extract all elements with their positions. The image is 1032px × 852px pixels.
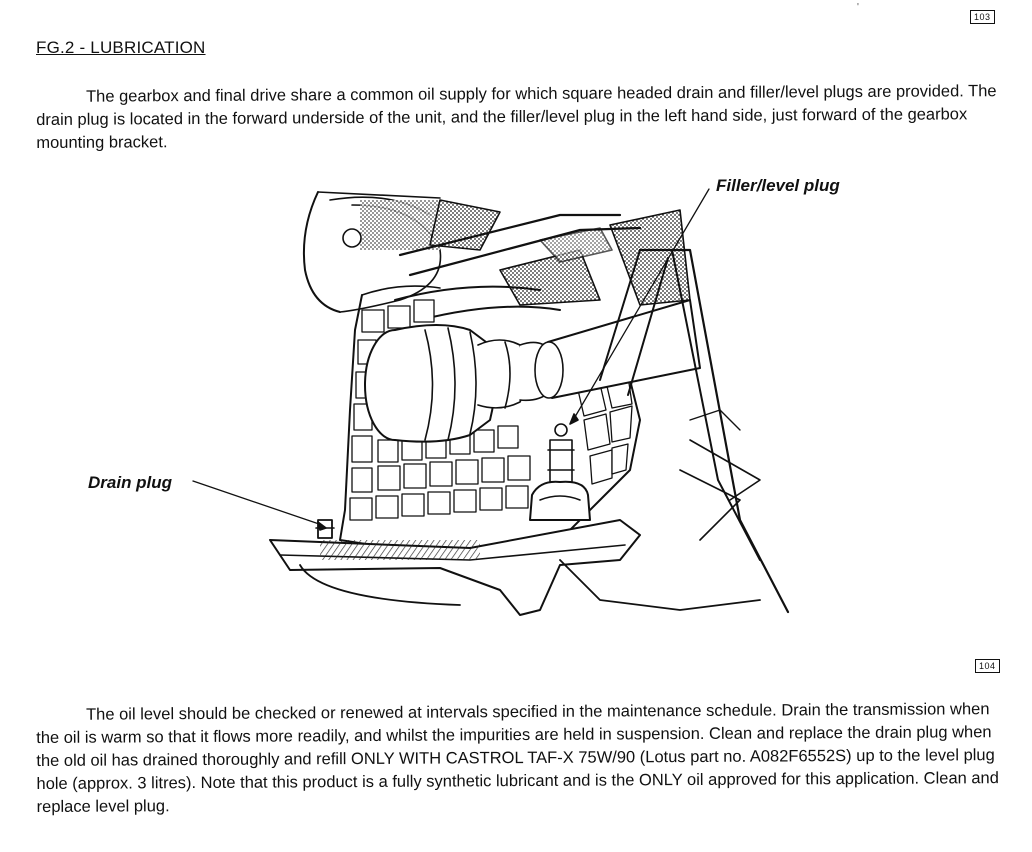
drain-plug-label: Drain plug	[88, 473, 173, 492]
paragraph-procedure-text: The oil level should be checked or renewed at intervals specified in the maintenance schedule. Drain the transmission when the oil is warm so that it flows more readily, and whilst the impurities are held in suspension. Clean and replace the drain plug when the old oil has drained thoroughly and refill ONLY WITH CASTROL TAF-X 75W/90 (Lotus part no. A082F6552S) up to the level plug hole (approx. 3 litres). Note that this product is a fully synthetic lubricant and is the ONLY oil approved for this application. Clean and replace level plug.	[36, 700, 999, 816]
page-ref-top: 103	[970, 10, 995, 24]
filler-plug-label: Filler/level plug	[716, 176, 840, 195]
paragraph-intro-text: The gearbox and final drive share a common oil supply for which square headed drain and filler/level plugs are provided. The drain plug is located in the forward underside of the unit, and the filler/level plug in the left hand side, just forward of the gearbox mounting bracket.	[36, 82, 997, 152]
page-ref-middle: 104	[975, 659, 1000, 673]
paragraph-procedure	[36, 698, 1007, 819]
section-heading: FG.2 - LUBRICATION	[36, 38, 206, 57]
scan-mark: '	[857, 2, 859, 13]
paragraph-intro	[36, 80, 1011, 155]
